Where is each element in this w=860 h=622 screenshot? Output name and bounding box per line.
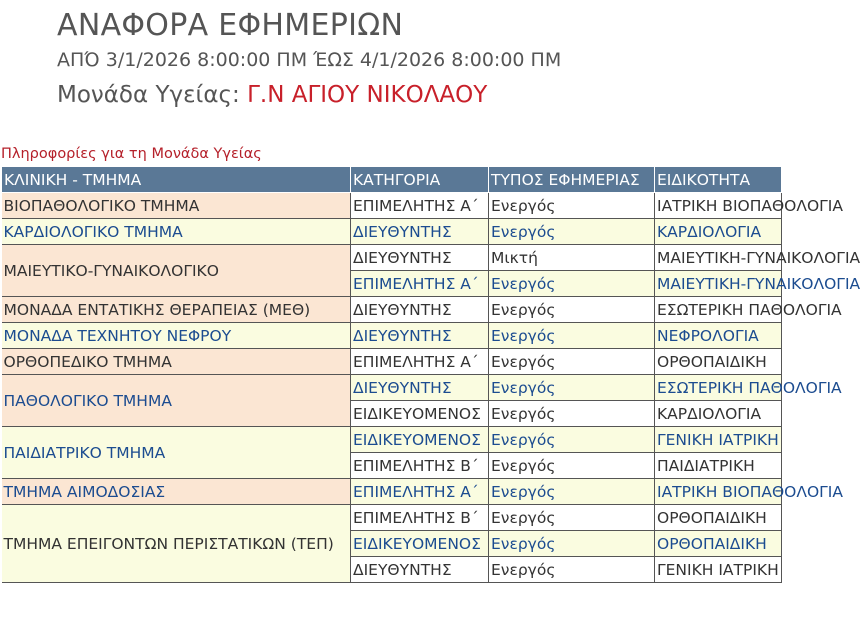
shift-type-cell: Ενεργός [489, 427, 655, 453]
table-row [2, 349, 782, 375]
shift-type-cell: Ενεργός [489, 375, 655, 401]
category-cell: ΕΠΙΜΕΛΗΤΗΣ Α΄ [351, 479, 489, 505]
clinic-cell: ΤΜΗΜΑ ΕΠΕΙΓΟΝΤΩΝ ΠΕΡΙΣΤΑΤΙΚΩΝ (ΤΕΠ) [2, 505, 351, 583]
shift-type-cell: Ενεργός [489, 349, 655, 375]
table-row [2, 505, 782, 531]
category-cell: ΔΙΕΥΘΥΝΤΗΣ [351, 245, 489, 271]
table-row [2, 323, 782, 349]
health-unit [57, 82, 487, 108]
table-row [2, 427, 782, 453]
health-unit-name: Γ.Ν ΑΓΙΟΥ ΝΙΚΟΛΑΟΥ [247, 82, 488, 108]
table-row [2, 219, 782, 245]
category-cell: ΕΠΙΜΕΛΗΤΗΣ Α΄ [351, 349, 489, 375]
column-header-shift-type[interactable]: ΤΥΠΟΣ ΕΦΗΜΕΡΙΑΣ [489, 167, 655, 193]
category-cell: ΕΙΔΙΚΕΥΟΜΕΝΟΣ [351, 401, 489, 427]
specialty-cell: ΟΡΘΟΠΑΙΔΙΚΗ [655, 349, 782, 375]
date-range: ΑΠΌ 3/1/2026 8:00:00 ΠΜ ΈΩΣ 4/1/2026 8:00:00 ΠΜ [57, 49, 562, 71]
category-cell: ΔΙΕΥΘΥΝΤΗΣ [351, 219, 489, 245]
clinic-cell: ΚΑΡΔΙΟΛΟΓΙΚΟ ΤΜΗΜΑ [2, 219, 351, 245]
clinic-cell: ΠΑΘΟΛΟΓΙΚΟ ΤΜΗΜΑ [2, 375, 351, 427]
health-unit-label: Μονάδα Υγείας: [57, 82, 240, 108]
shifts-table [1, 166, 860, 583]
category-cell: ΔΙΕΥΘΥΝΤΗΣ [351, 557, 489, 583]
specialty-cell: ΓΕΝΙΚΗ ΙΑΤΡΙΚΗ [655, 557, 782, 583]
specialty-cell: ΜΑΙΕΥΤΙΚΗ-ΓΥΝΑΙΚΟΛΟΓΙΑ [655, 271, 782, 297]
specialty-cell: ΝΕΦΡΟΛΟΓΙΑ [655, 323, 782, 349]
shift-type-cell: Ενεργός [489, 557, 655, 583]
column-header-category[interactable]: ΚΑΤΗΓΟΡΙΑ [351, 167, 489, 193]
shift-type-cell: Ενεργός [489, 271, 655, 297]
clinic-cell: ΜΟΝΑΔΑ ΕΝΤΑΤΙΚΗΣ ΘΕΡΑΠΕΙΑΣ (ΜΕΘ) [2, 297, 351, 323]
table-row [2, 297, 782, 323]
table-row [2, 193, 782, 219]
clinic-cell: ΠΑΙΔΙΑΤΡΙΚΟ ΤΜΗΜΑ [2, 427, 351, 479]
table-row [2, 479, 782, 505]
health-unit-info-link[interactable]: Πληροφορίες για τη Μονάδα Υγείας [1, 146, 262, 162]
table-row [2, 375, 782, 401]
shift-type-cell: Ενεργός [489, 193, 655, 219]
shift-type-cell: Ενεργός [489, 323, 655, 349]
column-header-clinic[interactable]: ΚΛΙΝΙΚΗ - ΤΜΗΜΑ [2, 167, 351, 193]
shift-type-cell: Μικτή [489, 245, 655, 271]
shift-type-cell: Ενεργός [489, 453, 655, 479]
specialty-cell: ΕΣΩΤΕΡΙΚΗ ΠΑΘΟΛΟΓΙΑ [655, 297, 782, 323]
category-cell: ΔΙΕΥΘΥΝΤΗΣ [351, 375, 489, 401]
clinic-cell: ΒΙΟΠΑΘΟΛΟΓΙΚΟ ΤΜΗΜΑ [2, 193, 351, 219]
report-title: ΑΝΑΦΟΡΑ ΕΦΗΜΕΡΙΩΝ [57, 8, 404, 43]
shift-type-cell: Ενεργός [489, 401, 655, 427]
clinic-cell: ΤΜΗΜΑ ΑΙΜΟΔΟΣΙΑΣ [2, 479, 351, 505]
specialty-cell: ΓΕΝΙΚΗ ΙΑΤΡΙΚΗ [655, 427, 782, 453]
category-cell: ΔΙΕΥΘΥΝΤΗΣ [351, 297, 489, 323]
category-cell: ΔΙΕΥΘΥΝΤΗΣ [351, 323, 489, 349]
category-cell: ΕΙΔΙΚΕΥΟΜΕΝΟΣ [351, 427, 489, 453]
specialty-cell: ΜΑΙΕΥΤΙΚΗ-ΓΥΝΑΙΚΟΛΟΓΙΑ [655, 245, 782, 271]
specialty-cell: ΚΑΡΔΙΟΛΟΓΙΑ [655, 219, 782, 245]
shift-type-cell: Ενεργός [489, 531, 655, 557]
specialty-cell: ΙΑΤΡΙΚΗ ΒΙΟΠΑΘΟΛΟΓΙΑ [655, 479, 782, 505]
category-cell: ΕΠΙΜΕΛΗΤΗΣ Α΄ [351, 271, 489, 297]
specialty-cell: ΚΑΡΔΙΟΛΟΓΙΑ [655, 401, 782, 427]
specialty-cell: ΠΑΙΔΙΑΤΡΙΚΗ [655, 453, 782, 479]
category-cell: ΕΠΙΜΕΛΗΤΗΣ Α΄ [351, 193, 489, 219]
shift-type-cell: Ενεργός [489, 219, 655, 245]
clinic-cell: ΟΡΘΟΠΕΔΙΚΟ ΤΜΗΜΑ [2, 349, 351, 375]
specialty-cell: ΟΡΘΟΠΑΙΔΙΚΗ [655, 531, 782, 557]
shift-type-cell: Ενεργός [489, 479, 655, 505]
category-cell: ΕΙΔΙΚΕΥΟΜΕΝΟΣ [351, 531, 489, 557]
column-header-specialty[interactable]: ΕΙΔΙΚΟΤΗΤΑ [655, 167, 782, 193]
specialty-cell: ΕΣΩΤΕΡΙΚΗ ΠΑΘΟΛΟΓΙΑ [655, 375, 782, 401]
specialty-cell: ΟΡΘΟΠΑΙΔΙΚΗ [655, 505, 782, 531]
category-cell: ΕΠΙΜΕΛΗΤΗΣ Β΄ [351, 505, 489, 531]
shift-type-cell: Ενεργός [489, 297, 655, 323]
table-header-row [2, 167, 782, 193]
category-cell: ΕΠΙΜΕΛΗΤΗΣ Β΄ [351, 453, 489, 479]
specialty-cell: ΙΑΤΡΙΚΗ ΒΙΟΠΑΘΟΛΟΓΙΑ [655, 193, 782, 219]
shift-type-cell: Ενεργός [489, 505, 655, 531]
clinic-cell: ΜΑΙΕΥΤΙΚΟ-ΓΥΝΑΙΚΟΛΟΓΙΚΟ [2, 245, 351, 297]
clinic-cell: ΜΟΝΑΔΑ ΤΕΧΝΗΤΟΥ ΝΕΦΡΟΥ [2, 323, 351, 349]
table-row [2, 245, 782, 271]
